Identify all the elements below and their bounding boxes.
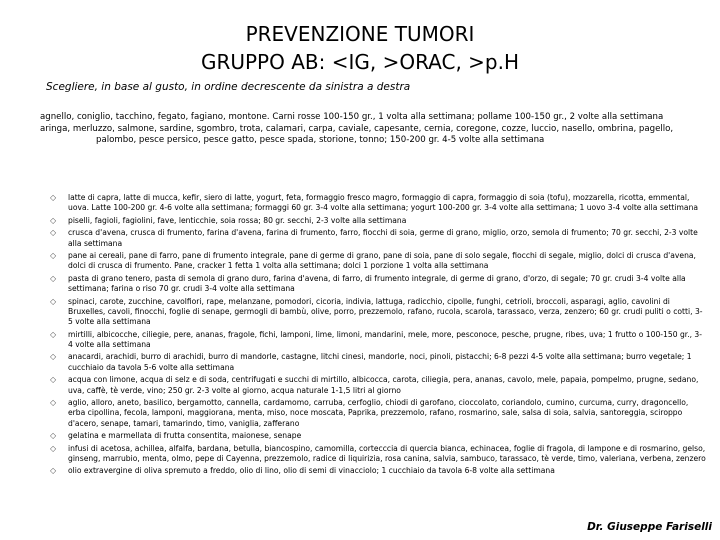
list-item-text: infusi di acetosa, achillea, alfalfa, bardana, betulla, biancospino, camomilla, cortecccia di quercia bianca, echinacea, foglie di fragola, di lampone e di rosmarino, gelso, ginseng, marrubio, menta, olmo, pepe di Cayenna, prezzemolo, radice di liquirizia, rosa canina, salvia, sambuco, tarassaco, tè verde, timo, valeriana, verbena, zenzero (68, 443, 706, 463)
list-item-text: anacardi, arachidi, burro di arachidi, burro di mandorle, castagne, litchi cinesi, mandorle, noci, pinoli, pistacchi; 6-8 pezzi 4-5 volte alla settimana; burro vegetale; 1 cucchiaio da tavola 5-6 volte alla settimana (68, 352, 692, 372)
list-item (50, 444, 706, 465)
diamond-bullet-icon: ◇ (50, 193, 57, 202)
list-item (50, 398, 706, 429)
list-item-text: latte di capra, latte di mucca, kefir, siero di latte, yogurt, feta, formaggio fresco magro, formaggio di capra, formaggio di soia (tofu), mozzarella, ricotta, emmental, uova. Latte 100-200 gr. 4-6 volte alla settimana; formaggi 60 gr. 3-4 volte alla settimana; yogurt 100-200 gr. 3-4 volte alla settimana; 1 uovo 3-4 volte alla settimana (68, 193, 699, 213)
diamond-bullet-icon: ◇ (50, 273, 57, 283)
list-item-text: gelatina e marmellata di frutta consentita, maionese, senape (68, 431, 302, 441)
diamond-bullet-icon: ◇ (50, 251, 57, 261)
list-item (50, 330, 706, 351)
list-item (50, 466, 706, 476)
list-item (50, 352, 706, 373)
list-item (50, 193, 706, 214)
diamond-bullet-icon: ◇ (50, 329, 57, 339)
diamond-bullet-icon: ◇ (50, 431, 57, 441)
diamond-bullet-icon: ◇ (50, 375, 57, 385)
list-item (50, 228, 706, 249)
title-line-1: PREVENZIONE TUMORI (245, 22, 475, 46)
list-item (50, 297, 706, 328)
author-signature: Dr. Giuseppe Fariselli (587, 521, 712, 533)
intro-paragraph-meat: agnello, coniglio, tacchino, fegato, fagiano, montone. Carni rosse 100-150 gr., 1 volta alla settimana; pollame 100-150 gr., 2 volte alla settimana (40, 112, 664, 122)
list-item-text: aglio, alloro, aneto, basilico, bergamotto, cannella, cardamomo, carruba, cerfoglio, chiodi di garofano, cioccolato, coriandolo, cumino, curcuma, curry, dragoncello, erba cipollina, fecola, lamponi, maggiorana, menta, miso, noce moscata, Paprika, prezzemolo, rafano, rosmarino, sale, salsa di soia, salvia, santoreggia, sciroppo d'acero, senape, tamari, tamarindo, timo, vaniglia, zafferano (68, 398, 689, 428)
intro-paragraph-fish: aringa, merluzzo, salmone, sardine, sgombro, trota, calamari, carpa, caviale, capesante, cernia, coregone, cozze, luccio, nasello, ombrina, pagello, palombo, pesce persico, pesce gatto, pesce spada, storione, tonno; 150-200 gr. 4-5 volte alla settimana (40, 123, 674, 146)
list-item (50, 375, 706, 396)
list-item (50, 274, 706, 295)
diamond-bullet-icon: ◇ (50, 398, 57, 408)
list-item-text: mirtilli, albicocche, ciliegie, pere, ananas, fragole, fichi, lamponi, lime, limoni, mandarini, mele, more, pesconoce, pesche, prugne, ribes, uva; 1 frutto o 100-150 gr., 3-4 volte alla settimana (68, 329, 703, 349)
list-item-text: piselli, fagioli, fagiolini, fave, lenticchie, soia rossa; 80 gr. secchi, 2-3 volte alla settimana (68, 215, 407, 225)
list-item (50, 431, 706, 441)
diamond-bullet-icon: ◇ (50, 215, 57, 225)
diamond-bullet-icon: ◇ (50, 352, 57, 362)
list-item-text: olio extravergine di oliva spremuto a freddo, olio di lino, olio di semi di vinacciolo; 1 cucchiaio da tavola 6-8 volte alla settimana (68, 466, 555, 476)
list-item-text: spinaci, carote, zucchine, cavolfiori, rape, melanzane, pomodori, cicoria, indivia, lattuga, radicchio, cipolle, funghi, cetrioli, broccoli, asparagi, aglio, cavolini di Bruxelles, cavoli, finocchi, foglie di senape, germogli di bambù, olive, porro, prezzemolo, rafano, rucola, scarola, tarassaco, verza, zenzero; 60 gr. crudi puliti o cotti, 3-5 volte alla settimana (68, 296, 703, 327)
diamond-bullet-icon: ◇ (50, 228, 57, 238)
diamond-bullet-icon: ◇ (50, 296, 57, 306)
intro-block (40, 112, 704, 147)
list-item (50, 216, 706, 226)
list-item-text: crusca d'avena, crusca di frumento, farina d'avena, farina di frumento, farro, fiocchi di soia, germe di grano, miglio, orzo, semola di frumento; 70 gr. secchi, 2-3 volte alla settimana (68, 228, 698, 248)
subtitle: Scegliere, in base al gusto, in ordine decrescente da sinistra a destra (46, 81, 411, 93)
food-list (50, 193, 706, 479)
list-item-text: pane ai cereali, pane di farro, pane di frumento integrale, pane di germe di grano, pane di soia, pane di solo segale, fiocchi di segale, miglio, dolci di crusca d'avena, dolci di crusca di frumento. Pane, cracker 1 fetta 1 volta alla settimana; dolci 1 porzione 1 volta alla settimana (68, 251, 696, 271)
list-item-text: pasta di grano tenero, pasta di semola di grano duro, farina d'avena, di farro, di frumento integrale, di germe di grano, d'orzo, di segale; 70 gr. crudi 3-4 volte alla settimana; farina o riso 70 gr. crudi 3-4 volte alla settimana (68, 273, 686, 294)
diamond-bullet-icon: ◇ (50, 443, 57, 453)
title-line-2: GRUPPO AB: <IG, >ORAC, >p.H (200, 50, 520, 74)
list-item (50, 251, 706, 272)
diamond-bullet-icon: ◇ (50, 466, 57, 476)
list-item-text: acqua con limone, acqua di selz e di soda, centrifugati e succhi di mirtillo, albicocca, carota, ciliegia, pera, ananas, cavolo, mele, papaia, pompelmo, prugne, sedano, uva, caffè, tè verde, vino; 250 gr. 2-3 volte al giorno, acqua naturale 1-1,5 litri al giorno (68, 375, 699, 395)
